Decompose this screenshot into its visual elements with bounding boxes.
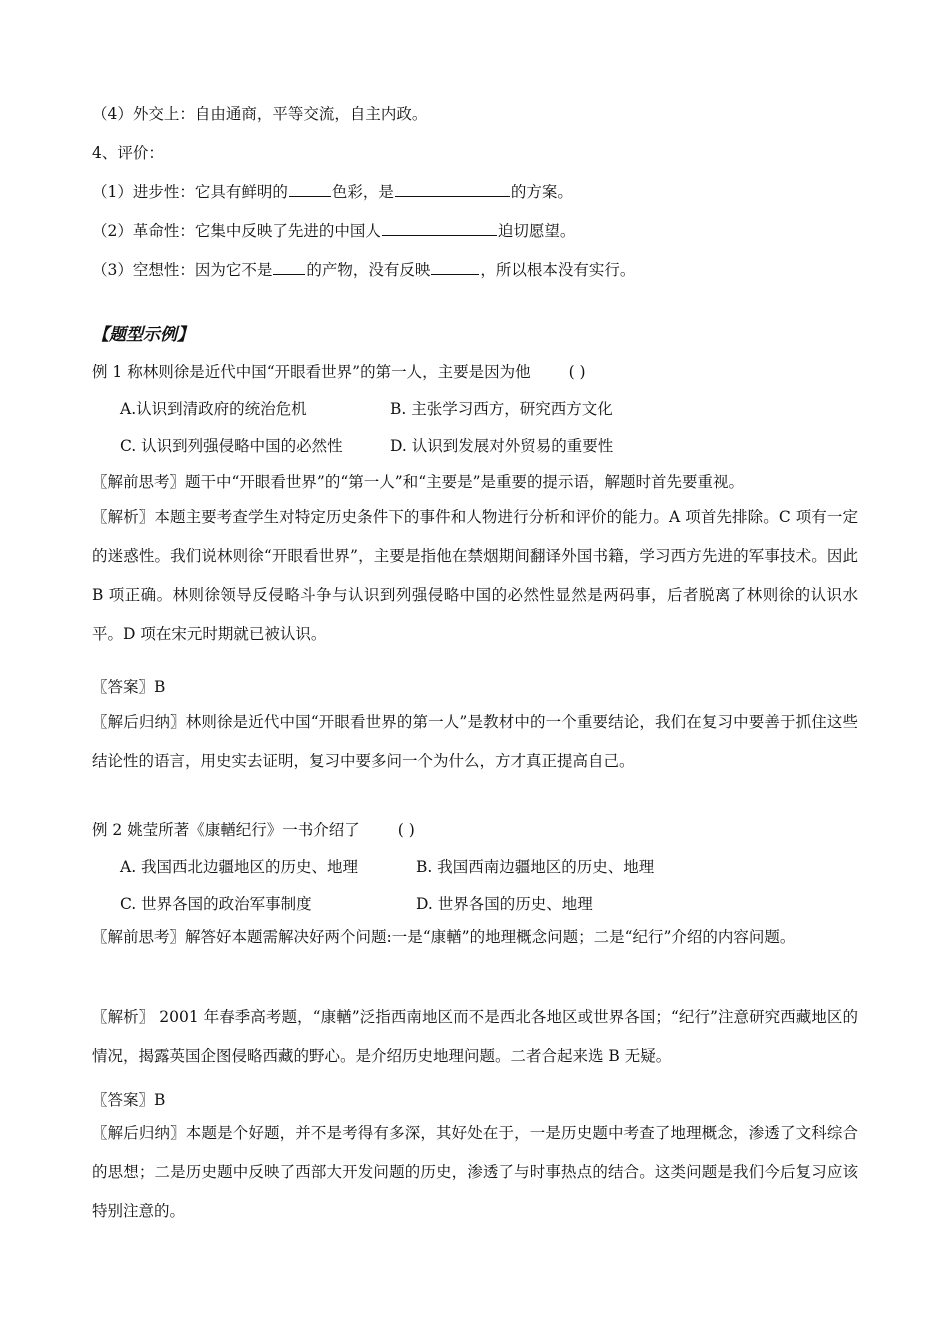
diplomacy-item: （4）外交上：自由通商，平等交流，自主内政。 xyxy=(92,105,428,123)
answer-blank xyxy=(382,234,497,236)
answer-blank xyxy=(273,273,305,275)
ex2-analysis: 〖解析〗 2001 年春季高考题，“康輶”泛指西南地区而不是西北各地区或世界各国；“纪行”注意研究西藏地区的情况，揭露英国企图侵略西藏的野心。是介绍历史地理问题。二者合起来选 B 无疑。 xyxy=(92,1008,858,1065)
ex2-summary: 〖解后归纳〗本题是个好题，并不是考得有多深，其好处在于，一是历史题中考查了地理概念，渗透了文科综合的思想；二是历史题中反映了西部大开发问题的历史，渗透了与时事热点的结合。这类问题是我们今后复习应该特别注意的。 xyxy=(92,1124,858,1220)
ex2-option-a: A. 我国西北边疆地区的历史、地理 xyxy=(120,858,359,876)
progressive-line: （1）进步性：它具有鲜明的 色彩，是 的方案。 xyxy=(92,183,573,201)
answer-blank xyxy=(431,273,479,275)
ex1-option-d: D. 认识到发展对外贸易的重要性 xyxy=(390,437,614,455)
answer-paren: ( ) xyxy=(568,363,586,381)
ex2-think: 〖解前思考〗解答好本题需解决好两个问题:一是“康輶”的地理概念问题；二是“纪行”介绍的内容问题。 xyxy=(92,928,796,946)
answer-blank xyxy=(289,195,331,197)
utopian-line: （3）空想性：因为它不是 的产物，没有反映 ，所以根本没有实行。 xyxy=(92,261,636,279)
examples-title: 【题型示例】 xyxy=(92,325,194,345)
evaluation-heading: 4、评价： xyxy=(92,144,164,162)
example-2-question: 例 2 姚莹所著《康輶纪行》一书介绍了 ( ) xyxy=(92,821,415,839)
ex2-option-b: B. 我国西南边疆地区的历史、地理 xyxy=(416,858,655,876)
ex2-option-c: C. 世界各国的政治军事制度 xyxy=(120,895,312,913)
ex1-option-a: A.认识到清政府的统治危机 xyxy=(120,400,307,418)
revolutionary-line: （2）革命性：它集中反映了先进的中国人 迫切愿望。 xyxy=(92,222,576,240)
ex2-answer: 〖答案〗B xyxy=(92,1091,166,1109)
ex1-think: 〖解前思考〗题干中“开眼看世界”的“第一人”和“主要是”是重要的提示语，解题时首先要重视。 xyxy=(92,473,745,491)
example-1-question: 例 1 称林则徐是近代中国“开眼看世界”的第一人，主要是因为他 ( ) xyxy=(92,363,586,381)
answer-blank xyxy=(395,195,510,197)
ex1-answer: 〖答案〗B xyxy=(92,678,166,696)
ex1-option-c: C. 认识到列强侵略中国的必然性 xyxy=(120,437,343,455)
ex1-analysis: 〖解析〗本题主要考查学生对特定历史条件下的事件和人物进行分析和评价的能力。A 项首先排除。C 项有一定的迷惑性。我们说林则徐“开眼看世界”，主要是指他在禁烟期间翻译外国书籍，学习西方先进的军事技术。因此 B 项正确。林则徐领导反侵略斗争与认识到列强侵略中国的必然性显然是两码事，后者脱离了林则徐的认识水平。D 项在宋元时期就已被认识。 xyxy=(92,508,858,643)
ex2-option-d: D. 世界各国的历史、地理 xyxy=(416,895,593,913)
ex1-option-b: B. 主张学习西方，研究西方文化 xyxy=(390,400,613,418)
answer-paren: ( ) xyxy=(397,821,415,839)
ex1-summary: 〖解后归纳〗林则徐是近代中国“开眼看世界的第一人”是教材中的一个重要结论，我们在复习中要善于抓住这些结论性的语言，用史实去证明，复习中要多问一个为什么，方才真正提高自己。 xyxy=(92,713,858,770)
